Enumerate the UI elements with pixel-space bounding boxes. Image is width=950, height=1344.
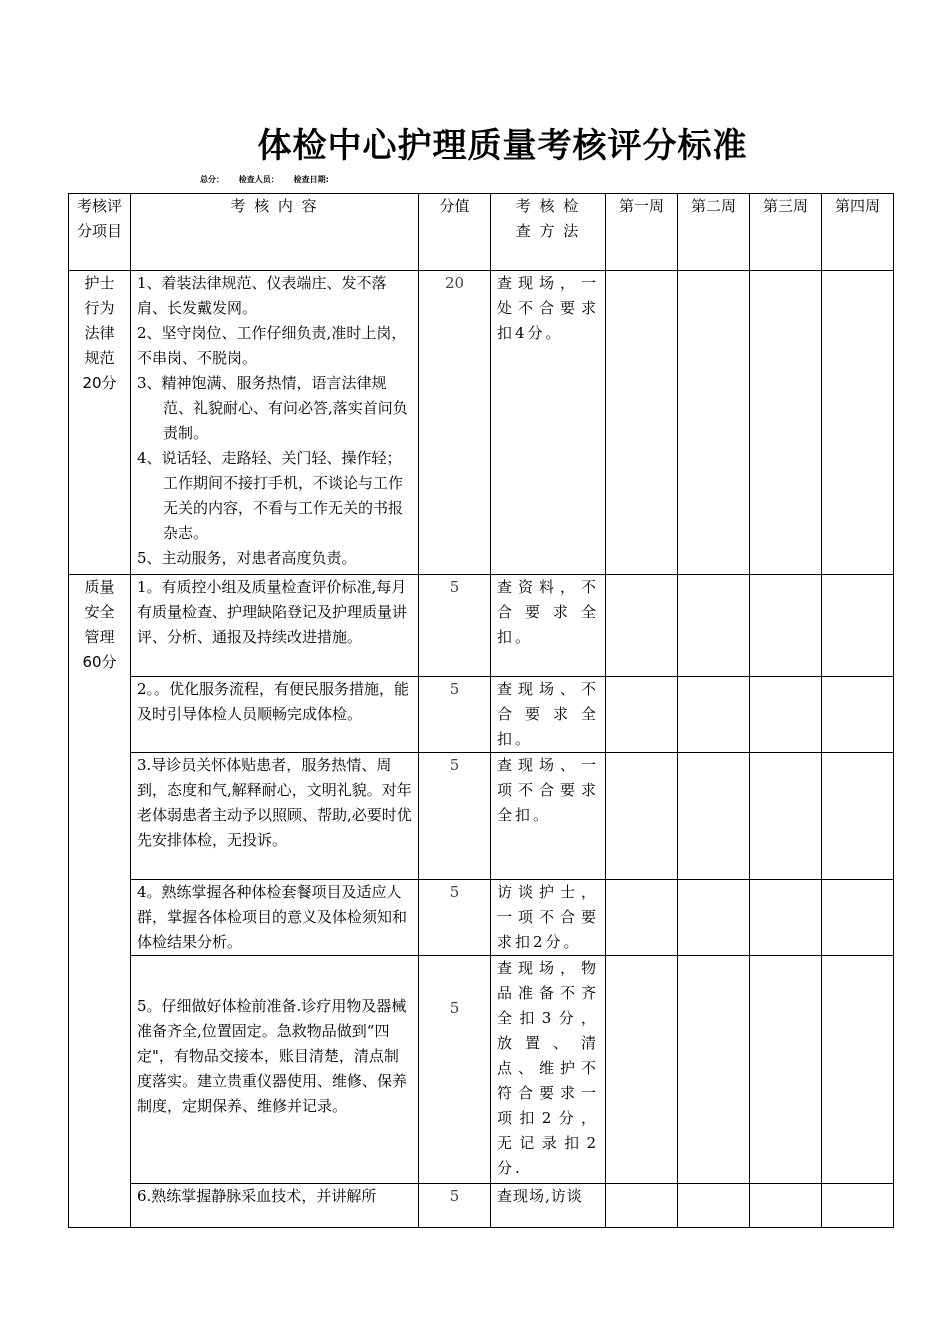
week-cell xyxy=(678,271,750,575)
week-cell xyxy=(750,677,822,753)
week-cell xyxy=(606,753,678,880)
list-item: 2、坚守岗位、工作仔细负责,准时上岗，不串岗、不脱岗。 xyxy=(137,324,407,367)
meta-total-score: 总分： xyxy=(200,175,224,184)
document-title: 体检中心护理质量考核评分标准 xyxy=(257,126,748,166)
score-cell: 20 xyxy=(419,271,491,575)
table-row xyxy=(69,575,894,677)
header-category: 考核评分项目 xyxy=(69,194,131,271)
week-cell xyxy=(606,956,678,1184)
method-cell: 查现场、不合要求全扣。 xyxy=(491,677,606,753)
week-cell xyxy=(606,575,678,677)
week-cell xyxy=(606,1184,678,1228)
header-content: 考 核 内 容 xyxy=(131,194,419,271)
week-cell xyxy=(606,677,678,753)
table-row xyxy=(69,271,894,575)
week-cell xyxy=(750,271,822,575)
list-item: 1、着装法律规范、仪表端庄、发不落肩、长发戴发网。 xyxy=(137,274,387,317)
header-method: 考 核 检 查 方 法 xyxy=(491,194,606,271)
content-cell: 5。仔细做好体检前准备.诊疗用物及器械准备齐全,位置固定。急救物品做到“四定"，有物品交接本，账目清楚，清点制度落实。建立贵重仪器使用、维修、保养制度，定期保养、维修并记录。 xyxy=(131,956,419,1184)
list-item: 3、精神饱满、服务热情，语言法律规范、礼貌耐心、有问必答,落实首问负责制。 xyxy=(137,374,408,442)
meta-inspector: 检查人员： xyxy=(238,175,279,184)
header-row xyxy=(69,194,894,271)
header-week-4: 第四周 xyxy=(822,194,894,271)
week-cell xyxy=(822,753,894,880)
meta-date: 检查日期: xyxy=(293,175,329,184)
week-cell xyxy=(822,271,894,575)
week-cell xyxy=(750,575,822,677)
week-cell xyxy=(606,271,678,575)
table-row xyxy=(69,880,894,956)
list-item: 4、说话轻、走路轻、关门轻、操作轻；工作期间不接打手机，不谈论与工作无关的内容，不看与工作无关的书报杂志。 xyxy=(137,449,404,542)
week-cell xyxy=(606,880,678,956)
method-cell: 查资料，不合要求全扣。 xyxy=(491,575,606,677)
week-cell xyxy=(822,1184,894,1228)
content-cell: 2。。优化服务流程，有便民服务措施，能及时引导体检人员顺畅完成体检。 xyxy=(131,677,419,753)
week-cell xyxy=(678,956,750,1184)
list-item: 5、主动服务，对患者高度负责。 xyxy=(137,549,357,567)
category-conduct: 护士行为法律规范20分 xyxy=(69,271,131,575)
content-cell: 6.熟练掌握静脉采血技术，并讲解所 xyxy=(131,1184,419,1228)
score-cell: 5 xyxy=(419,753,491,880)
assessment-table xyxy=(68,193,894,1228)
week-cell xyxy=(822,880,894,956)
week-cell xyxy=(750,1184,822,1228)
content-conduct xyxy=(131,271,419,575)
week-cell xyxy=(678,1184,750,1228)
week-cell xyxy=(678,677,750,753)
score-cell: 5 xyxy=(419,880,491,956)
score-cell: 5 xyxy=(419,575,491,677)
method-cell: 查现场，物品准备不齐全扣3分，放置、清点、维护不符合要求一项扣2分，无记录扣2分. xyxy=(491,956,606,1184)
method-cell: 查现场、一项不合要求全扣。 xyxy=(491,753,606,880)
method-cell: 查现场，一处不合要求扣4分。 xyxy=(491,271,606,575)
method-cell: 访谈护士，一项不合要求扣2分。 xyxy=(491,880,606,956)
header-week-2: 第二周 xyxy=(678,194,750,271)
content-cell: 1。有质控小组及质量检查评价标准,每月有质量检查、护理缺陷登记及护理质量讲评、分析、通报及持续改进措施。 xyxy=(131,575,419,677)
content-cell: 3.导诊员关怀体贴患者，服务热情、周到，态度和气,解释耐心，文明礼貌。对年老体弱患者主动予以照顾、帮助,必要时优先安排体检，无投诉。 xyxy=(131,753,419,880)
table-row xyxy=(69,1184,894,1228)
header-week-1: 第一周 xyxy=(606,194,678,271)
content-cell: 4。熟练掌握各种体检套餐项目及适应人群，掌握各体检项目的意义及体检须知和体检结果分析。 xyxy=(131,880,419,956)
method-cell: 查现场,访谈 xyxy=(491,1184,606,1228)
week-cell xyxy=(750,956,822,1184)
table-row xyxy=(69,956,894,1184)
score-cell: 5 xyxy=(419,1184,491,1228)
week-cell xyxy=(678,753,750,880)
week-cell xyxy=(822,677,894,753)
table-row xyxy=(69,677,894,753)
week-cell xyxy=(678,880,750,956)
week-cell xyxy=(822,956,894,1184)
table-row xyxy=(69,753,894,880)
document-meta xyxy=(200,174,341,185)
header-score: 分值 xyxy=(419,194,491,271)
category-quality: 质量安全管理60分 xyxy=(69,575,131,1228)
week-cell xyxy=(750,880,822,956)
header-week-3: 第三周 xyxy=(750,194,822,271)
score-cell: 5 xyxy=(419,956,491,1184)
score-cell: 5 xyxy=(419,677,491,753)
week-cell xyxy=(678,575,750,677)
week-cell xyxy=(750,753,822,880)
week-cell xyxy=(822,575,894,677)
